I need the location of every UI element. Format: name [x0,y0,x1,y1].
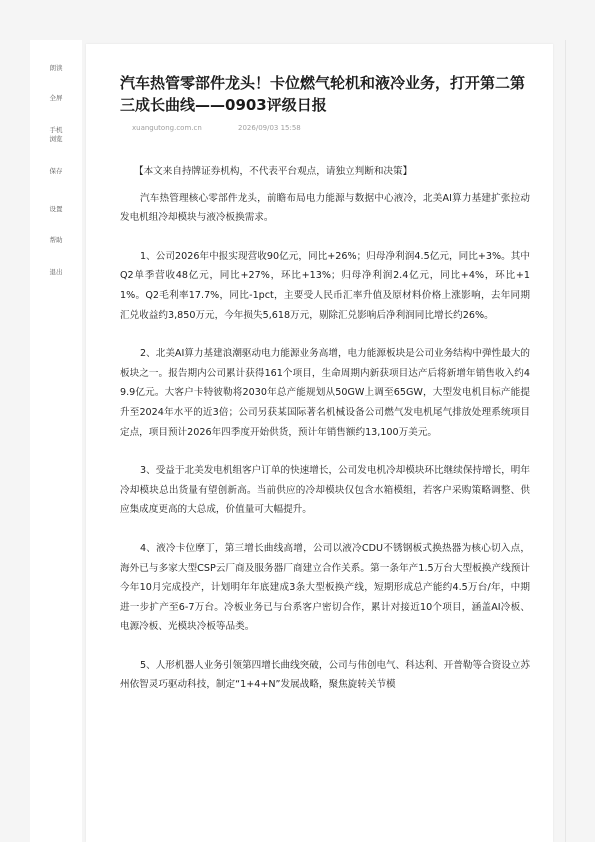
paragraph-point-2: 2、北美AI算力基建浪潮驱动电力能源业务高增，电力能源板块是公司业务结构中弹性最大的板块之一。报告期内公司累计获得161个项目，生命周期内新获项目达产后将新增年销售收入约49.9亿元。大客户卡特彼勒将2030年总产能规划从50GW上调至65GW，大型发电机目标产能提升至2024年水平的近3倍；公司另获某国际著名机械设备公司燃气发电机尾气排放处理系统项目定点，项目预计2026年四季度开始供货，预计年销售额约13,100万美元。 [120,348,530,438]
disclaimer-text: 【本文来自持牌证券机构，不代表平台观点，请独立判断和决策】 [134,166,413,177]
paragraph-summary: 汽车热管理核心零部件龙头，前瞻布局电力能源与数据中心液冷，北美AI算力基建扩张拉动发电机组冷却模块与液冷板换需求。 [120,192,530,224]
sidebar-item-label-line2: 浏览 [49,135,63,143]
article-meta [132,124,301,132]
sidebar-item-label: 全屏 [49,94,63,102]
save-button[interactable] [30,167,82,176]
sidebar-item-label: 帮助 [49,236,63,244]
sidebar-item-label: 手机 [49,126,63,134]
sidebar-item-label: 朗读 [49,64,63,72]
article-card [86,44,553,842]
sidebar-item-label: 设置 [49,205,63,213]
help-button[interactable] [30,236,82,245]
settings-button[interactable] [30,205,82,214]
reader-sidebar [30,40,82,842]
exit-button[interactable] [30,268,82,277]
article-body [120,162,530,695]
paragraph-point-1: 1、公司2026年中报实现营收90亿元，同比+26%；归母净利润4.5亿元，同比+3%。其中Q2单季营收48亿元，同比+27%，环比+13%；归母净利润2.4亿元，同比+4%，环比+11%。Q2毛利率17.7%，同比-1pct，主要受人民币汇率升值及原材料价格上涨影响，去年同期汇兑收益约3,850万元，今年损失5,618万元，剔除汇兑影响后净利润同比增长约26%。 [120,250,530,321]
article-source[interactable]: xuangutong.com.cn [132,124,202,132]
paragraph-point-4: 4、液冷卡位摩丁，第三增长曲线高增，公司以液冷CDU不锈钢板式换热器为核心切入点，海外已与多家大型CSP云厂商及服务器厂商建立合作关系。第一条年产1.5万台大型板换产线预计今年10月完成投产，计划明年年底建成3条大型板换产线，短期形成总产能约4.5万台/年，中期进一步扩产至6-7万台。冷板业务已与台系客户密切合作，累计对接近10个项目，涵盖AI冷板、电源冷板、光模块冷板等品类。 [120,542,530,633]
fullscreen-button[interactable] [30,94,82,103]
mobile-view-button[interactable] [30,126,82,144]
read-aloud-button[interactable] [30,64,82,73]
sidebar-item-label: 保存 [49,167,63,175]
article-title: 汽车热管零部件龙头！卡位燃气轮机和液冷业务，打开第二第三成长曲线——0903评级日报 [120,74,526,114]
paragraph-point-5: 5、人形机器人业务引领第四增长曲线突破，公司与伟创电气、科达利、开普勒等合资设立苏州依智灵巧驱动科技，制定“1+4+N”发展战略，聚焦旋转关节模 [120,659,530,691]
right-border [565,40,566,842]
sidebar-item-label: 退出 [49,268,63,276]
article-date: 2026/09/03 15:58 [238,124,301,132]
paragraph-point-3: 3、受益于北美发电机组客户订单的快速增长，公司发电机冷却模块环比继续保持增长，明年冷却模块总出货量有望创新高。当前供应的冷却模块仅包含水箱模组，若客户采购策略调整、供应集成度更高的大总成，价值量可大幅提升。 [120,465,530,516]
